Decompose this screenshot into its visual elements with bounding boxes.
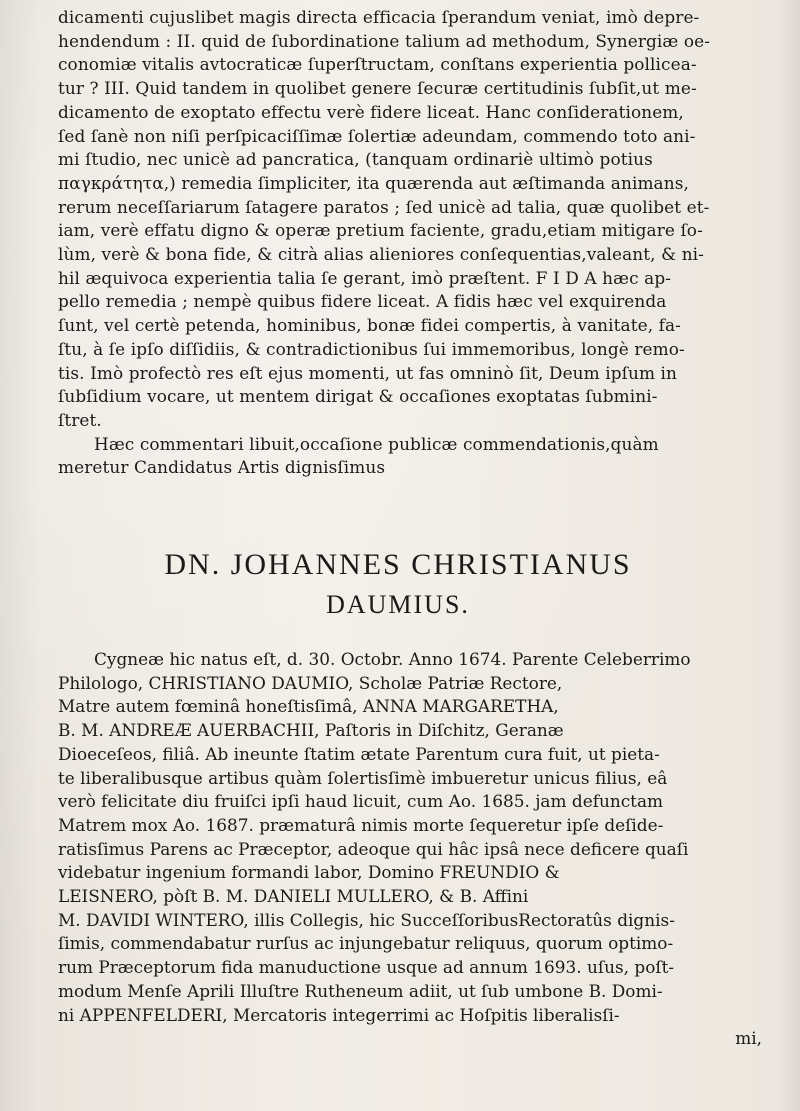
text-line: videbatur ingenium formandi labor, Domino FREUNDIO & [58, 862, 560, 883]
paragraph-biography [58, 648, 778, 1051]
text-line: Cygneæ hic natus eſt, d. 30. Octobr. Anno 1674. Parente Celeberrimo [94, 649, 691, 669]
paragraph-dedication [58, 6, 778, 480]
text-line: meretur Candidatus Artis dignisſimus [58, 457, 386, 478]
text-line: mi ſtudio, nec unicè ad pancratica, (tanquam ordinariè ultimò potius [58, 149, 653, 170]
text-line: M. DAVIDI WINTERO, illis Collegis, hic SucceſſoribusRectoratûs dignis- [58, 909, 675, 930]
text-line: Matre autem fœminâ honeſtisſimâ, ANNA MARGARETHA, [58, 696, 559, 717]
text-line: rum Præceptorum fida manuductione usque ad annum 1693. uſus, poſt- [58, 957, 675, 978]
text-line: ſtret. [58, 409, 102, 430]
text-line: Hæc commentari libuit,occaſione publicæ commendationis,quàm [94, 433, 659, 454]
text-line: B. M. ANDREÆ AUERBACHII, Paſtoris in Diſchitz, Geranæ [58, 720, 564, 741]
text-line: te liberalibusque artibus quàm ſolertisſimè imbueretur unicus filius, eâ [58, 767, 668, 788]
page-gutter-shadow [0, 0, 40, 1111]
text-line: ratisſimus Parens ac Præceptor, adeoque qui hâc ipsâ nece deficere quaſi [58, 838, 689, 859]
text-line: ſimis, commendabatur rurſus ac injungebatur reliquus, quorum optimo- [58, 933, 674, 954]
text-line: rerum neceſſariarum ſatagere paratos ; ſed unicè ad talia, quæ quolibet et- [58, 196, 710, 217]
text-line: lùm, verè & bona fide, & citrà alias alieniores conſequentias,valeant, & ni- [58, 244, 704, 265]
text-line: Philologo, CHRISTIANO DAUMIO, Scholæ Patriæ Rectore, [58, 672, 563, 693]
text-line: ni APPENFELDERI, Mercatoris integerrimi ac Hoſpitis liberalisſi- [58, 1004, 620, 1025]
text-line: iam, verè effatu digno & operæ pretium faciente, gradu,etiam mitigare ſo- [58, 220, 703, 241]
text-line: dicamento de exoptato effectu verè fidere liceat. Hanc conſiderationem, [58, 101, 684, 122]
text-line: ſed ſanè non niſi perſpicaciſſimæ ſolertiæ adeundam, commendo toto ani- [58, 125, 696, 146]
text-line: Dioeceſeos, filiâ. Ab ineunte ſtatim ætate Parentum cura fuit, ut pieta- [58, 743, 660, 764]
text-line: conomiæ vitalis avtocraticæ ſuperſtructam, conſtans experientia pollicea- [58, 54, 697, 75]
candidate-name-heading: DN. JOHANNES CHRISTIANUS [164, 548, 632, 581]
text-line: hil æquivoca experientia talia ſe gerant, imò præſtent. F I D A hæc ap- [58, 267, 672, 288]
text-line: παγκράτητα,) remedia ſimpliciter, ita quærenda aut æſtimanda animans, [58, 172, 689, 193]
text-line: ſtu, à ſe ipſo diſſidiis, & contradictionibus ſui immemoribus, longè remo- [58, 338, 685, 359]
text-line: tur ? III. Quid tandem in quolibet genere ſecuræ certitudinis ſubſit,ut me- [58, 78, 697, 99]
text-line: ſunt, vel certè petenda, hominibus, bonæ fidei compertis, à vanitate, fa- [58, 315, 681, 336]
text-line: pello remedia ; nempè quibus fidere liceat. A fidis hæc vel exquirenda [58, 291, 667, 312]
text-line: verò felicitate diu fruiſci ipſi haud licuit, cum Ao. 1685. jam defunctam [58, 791, 664, 812]
text-line: ſubſidium vocare, ut mentem dirigat & occaſiones exoptatas ſubmini- [58, 386, 658, 407]
text-line: hendendum : II. quid de ſubordinatione talium ad methodum, Synergiæ oe- [58, 30, 711, 51]
text-line: LEISNERO, pòſt B. M. DANIELI MULLERO, & B. Affini [58, 886, 529, 907]
text-line: mi, [735, 1028, 762, 1049]
text-line: modum Menſe Aprili Illuſtre Rutheneum adiit, ut ſub umbone B. Domi- [58, 980, 663, 1001]
text-line: dicamenti cujuslibet magis directa efficacia ſperandum veniat, imò depre- [58, 7, 700, 27]
candidate-surname-heading: DAUMIUS. [326, 590, 470, 619]
text-line: Matrem mox Ao. 1687. præmaturâ nimis morte ſequeretur ipſe deſide- [58, 814, 664, 835]
text-line: tis. Imò profectò res eſt ejus momenti, ut fas omninò ſit, Deum ipſum in [58, 362, 678, 383]
